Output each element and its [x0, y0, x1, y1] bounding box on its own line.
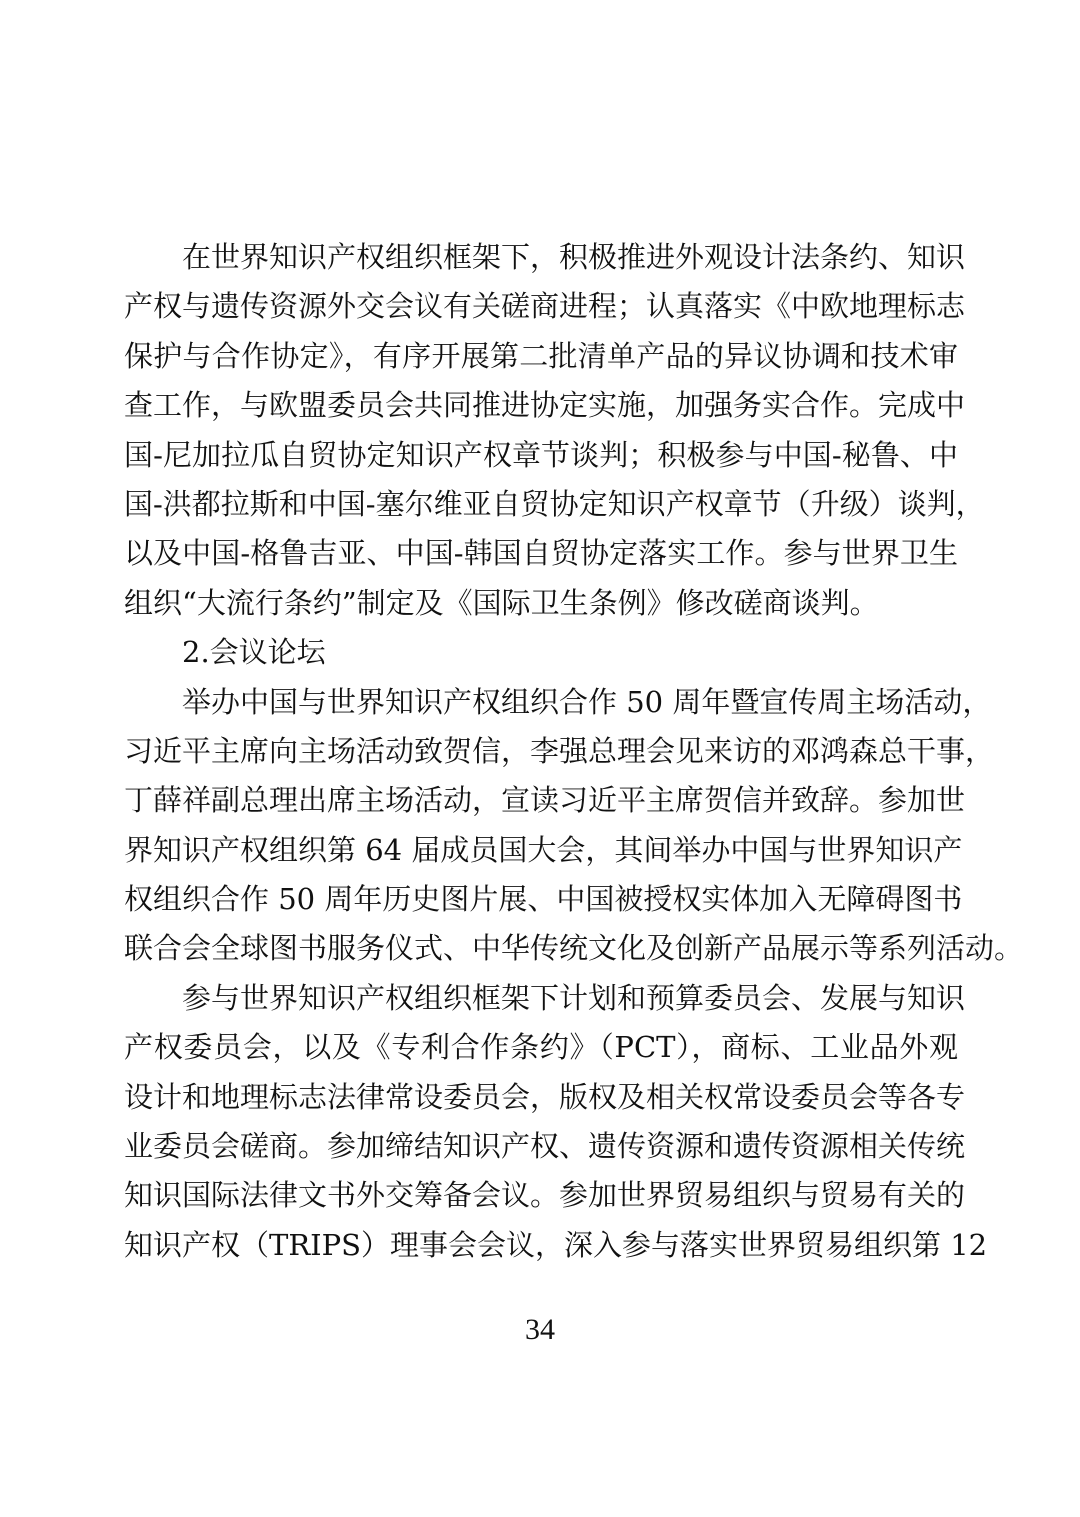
paragraph-line: 习近平主席向主场活动致贺信，李强总理会见来访的邓鸿森总干事， [124, 733, 995, 768]
paragraph-line: 知识国际法律文书外交筹备会议。参加世界贸易组织与贸易有关的 [124, 1178, 966, 1213]
paragraph-line: 产权委员会，以及《专利合作条约》（PCT），商标、工业品外观 [124, 1030, 958, 1065]
paragraph-line: 组织“大流行条约”制定及《国际卫生条例》修改磋商谈判。 [124, 585, 879, 620]
section-heading: 2.会议论坛 [182, 635, 326, 670]
paragraph-line: 以及中国-格鲁吉亚、中国-韩国自贸协定落实工作。参与世界卫生 [124, 536, 958, 571]
body-text [124, 233, 1024, 1270]
paragraph-line: 业委员会磋商。参加缔结知识产权、遗传资源和遗传资源相关传统 [124, 1129, 966, 1164]
paragraph-line: 查工作，与欧盟委员会共同推进协定实施，加强务实合作。完成中 [124, 388, 966, 423]
paragraph-line: 界知识产权组织第 64 届成员国大会，其间举办中国与世界知识产 [124, 832, 963, 867]
paragraph-line: 参与世界知识产权组织框架下计划和预算委员会、发展与知识 [182, 980, 966, 1015]
paragraph-line: 保护与合作协定》，有序开展第二批清单产品的异议协调和技术审 [124, 338, 958, 373]
paragraph-line: 在世界知识产权组织框架下，积极推进外观设计法条约、知识 [182, 240, 966, 274]
paragraph-line: 设计和地理标志法律常设委员会，版权及相关权常设委员会等各专 [124, 1079, 966, 1114]
paragraph-line: 权组织合作 50 周年历史图片展、中国被授权实体加入无障碍图书 [124, 882, 963, 917]
paragraph-line: 丁薛祥副总理出席主场活动，宣读习近平主席贺信并致辞。参加世 [124, 783, 966, 818]
page-number: 34 [525, 1313, 555, 1346]
paragraph-line: 产权与遗传资源外交会议有关磋商进程；认真落实《中欧地理标志 [124, 289, 966, 324]
paragraph-line: 国-洪都拉斯和中国-塞尔维亚自贸协定知识产权章节（升级）谈判， [124, 486, 985, 521]
paragraph-line: 国-尼加拉瓜自贸协定知识产权章节谈判；积极参与中国-秘鲁、中 [124, 437, 958, 472]
paragraph-line: 联合会全球图书服务仪式、中华传统文化及创新产品展示等系列活动。 [124, 931, 1024, 966]
paragraph-line: 举办中国与世界知识产权组织合作 50 周年暨宣传周主场活动， [182, 684, 992, 719]
paragraph-line: 知识产权（TRIPS）理事会会议，深入参与落实世界贸易组织第 12 [124, 1227, 988, 1262]
